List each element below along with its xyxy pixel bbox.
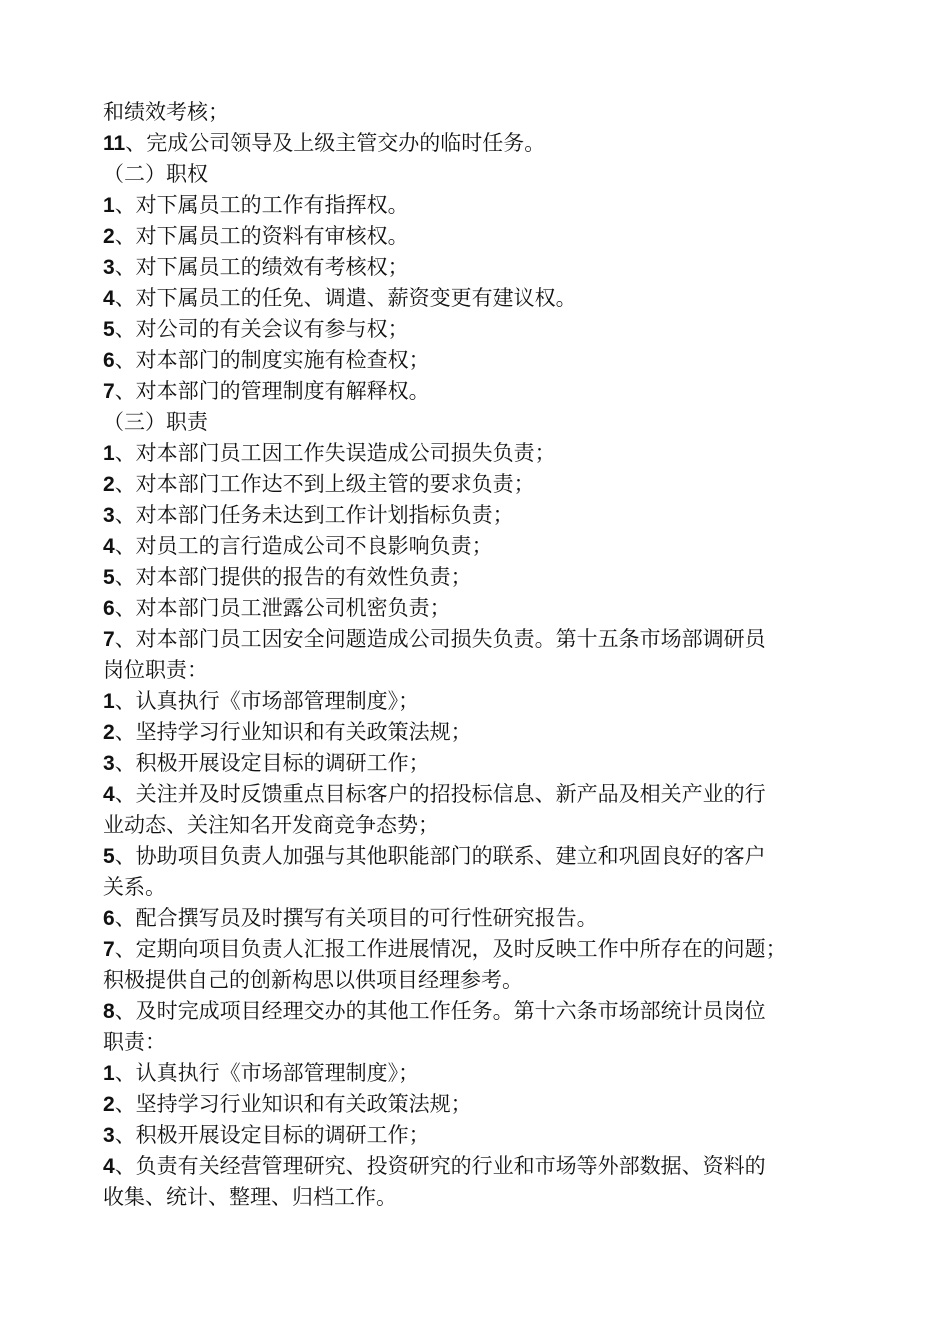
line-text: 、协助项目负责人加强与其他职能部门的联系、建立和巩固良好的客户 (114, 844, 766, 868)
item-number: 7 (103, 938, 115, 961)
item-number: 4 (103, 1155, 115, 1178)
text-line (103, 624, 863, 655)
text-line (103, 903, 863, 934)
line-text: （二）职权 (103, 162, 208, 186)
line-text: 收集、统计、整理、归档工作。 (103, 1185, 397, 1209)
item-number: 1 (103, 194, 115, 217)
line-text: 、坚持学习行业知识和有关政策法规； (114, 720, 472, 744)
text-line (103, 1058, 863, 1089)
text-line (103, 469, 863, 500)
line-text: 、关注并及时反馈重点目标客户的招投标信息、新产品及相关产业的行 (114, 782, 766, 806)
line-text: （三）职责 (103, 410, 208, 434)
line-text: 、对本部门的制度实施有检查权； (114, 348, 430, 372)
item-number: 4 (103, 535, 115, 558)
line-text: 、对下属员工的绩效有考核权； (114, 255, 409, 279)
text-line (103, 159, 863, 190)
text-line (103, 996, 863, 1027)
item-number: 4 (103, 783, 115, 806)
line-text: 岗位职责： (103, 658, 208, 682)
line-text: 、对下属员工的任免、调遣、薪资变更有建议权。 (114, 286, 577, 310)
line-text: 、定期向项目负责人汇报工作进展情况，及时反映工作中所存在的问题； (114, 937, 787, 961)
line-text: 、负责有关经营管理研究、投资研究的行业和市场等外部数据、资料的 (114, 1154, 766, 1178)
item-number: 6 (103, 597, 115, 620)
line-text: 、对本部门员工因工作失误造成公司损失负责； (114, 441, 556, 465)
line-text: 、对本部门工作达不到上级主管的要求负责； (114, 472, 535, 496)
line-text: 、对本部门员工因安全问题造成公司损失负责。第十五条市场部调研员 (114, 627, 766, 651)
text-line (103, 500, 863, 531)
line-text: 业动态、关注知名开发商竞争态势； (103, 813, 439, 837)
item-number: 1 (103, 690, 115, 713)
line-text: 关系。 (103, 875, 166, 899)
text-line (103, 531, 863, 562)
line-text: 、对公司的有关会议有参与权； (114, 317, 409, 341)
text-line (103, 1182, 863, 1213)
text-line (103, 872, 863, 903)
text-line (103, 221, 863, 252)
text-line (103, 252, 863, 283)
text-line (103, 128, 863, 159)
text-line (103, 1089, 863, 1120)
text-line (103, 1027, 863, 1058)
text-line (103, 190, 863, 221)
text-line (103, 407, 863, 438)
line-text: 、积极开展设定目标的调研工作； (114, 1123, 430, 1147)
text-line (103, 438, 863, 469)
item-number: 3 (103, 256, 115, 279)
line-text: 、对本部门提供的报告的有效性负责； (114, 565, 472, 589)
item-number: 6 (103, 349, 115, 372)
text-line (103, 1151, 863, 1182)
text-line (103, 717, 863, 748)
line-text: 、坚持学习行业知识和有关政策法规； (114, 1092, 472, 1116)
text-line (103, 1120, 863, 1151)
line-text: 、完成公司领导及上级主管交办的临时任务。 (125, 131, 546, 155)
item-number: 5 (103, 566, 115, 589)
line-text: 、积极开展设定目标的调研工作； (114, 751, 430, 775)
line-text: 、认真执行《市场部管理制度》； (114, 689, 420, 713)
text-line (103, 841, 863, 872)
item-number: 7 (103, 628, 115, 651)
text-line (103, 562, 863, 593)
item-number: 5 (103, 845, 115, 868)
line-text: 、对下属员工的工作有指挥权。 (114, 193, 409, 217)
text-line (103, 314, 863, 345)
item-number: 3 (103, 752, 115, 775)
line-text: 、配合撰写员及时撰写有关项目的可行性研究报告。 (114, 906, 598, 930)
line-text: 和绩效考核； (103, 100, 229, 124)
item-number: 3 (103, 1124, 115, 1147)
text-line (103, 97, 863, 128)
line-text: 积极提供自己的创新构思以供项目经理参考。 (103, 968, 523, 992)
text-line (103, 748, 863, 779)
text-line (103, 965, 863, 996)
item-number: 1 (103, 442, 115, 465)
text-line (103, 686, 863, 717)
text-line (103, 810, 863, 841)
item-number: 2 (103, 473, 115, 496)
line-text: 、对本部门任务未达到工作计划指标负责； (114, 503, 514, 527)
item-number: 7 (103, 380, 115, 403)
text-line (103, 376, 863, 407)
item-number: 3 (103, 504, 115, 527)
document-body (103, 97, 863, 1213)
line-text: 、对本部门的管理制度有解释权。 (114, 379, 430, 403)
item-number: 2 (103, 225, 115, 248)
item-number: 2 (103, 1093, 115, 1116)
item-number: 2 (103, 721, 115, 744)
line-text: 、对下属员工的资料有审核权。 (114, 224, 409, 248)
item-number: 6 (103, 907, 115, 930)
text-line (103, 593, 863, 624)
item-number: 8 (103, 1000, 115, 1023)
item-number: 1 (103, 1062, 115, 1085)
line-text: 、及时完成项目经理交办的其他工作任务。第十六条市场部统计员岗位 (114, 999, 766, 1023)
text-line (103, 655, 863, 686)
item-number: 11 (103, 132, 126, 155)
text-line (103, 779, 863, 810)
line-text: 、对员工的言行造成公司不良影响负责； (114, 534, 493, 558)
line-text: 职责： (103, 1030, 166, 1054)
text-line (103, 345, 863, 376)
item-number: 4 (103, 287, 115, 310)
item-number: 5 (103, 318, 115, 341)
line-text: 、对本部门员工泄露公司机密负责； (114, 596, 451, 620)
text-line (103, 934, 863, 965)
line-text: 、认真执行《市场部管理制度》； (114, 1061, 420, 1085)
text-line (103, 283, 863, 314)
